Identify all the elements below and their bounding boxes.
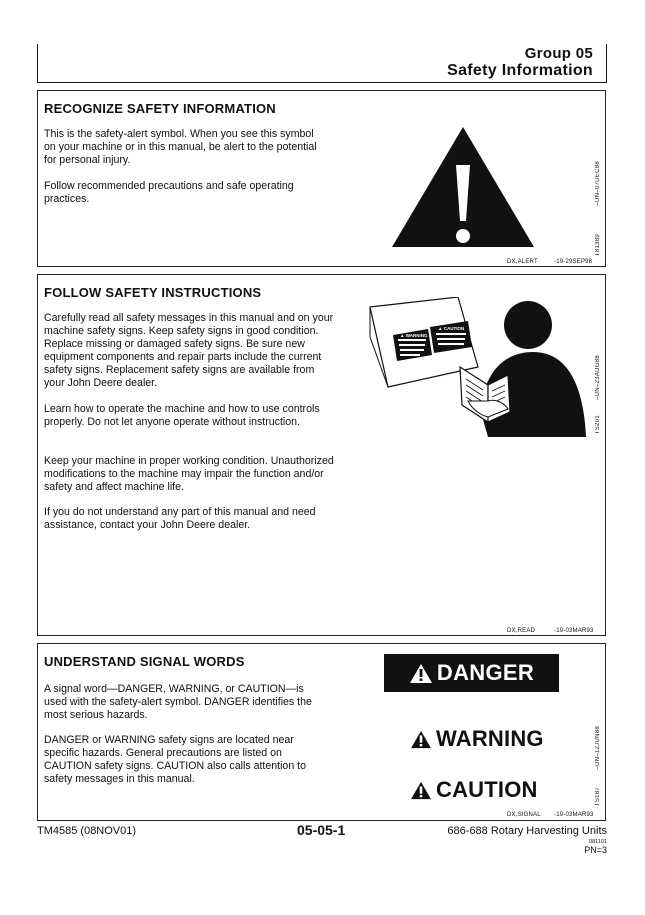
pn-label: PN=3 — [584, 845, 607, 855]
figure-date: -19-29SEP98 — [554, 259, 593, 265]
header-left-rule — [37, 44, 38, 82]
paragraph: DANGER or WARNING safety signs are located near specific hazards. General precautions are listed on CAUTION safety signs. CAUTION also calls attention to safety messages in this manual. — [44, 734, 306, 785]
sign-warning-label: ▲ WARNING — [400, 333, 428, 338]
figure-code: –UN–07DEC88 — [595, 161, 601, 206]
manual-title: 686-688 Rotary Harvesting Units — [447, 825, 607, 837]
paragraph: If you do not understand any part of this manual and need assistance, contact your John Deere dealer. — [44, 506, 316, 531]
figure-id: DX,SIGNAL — [507, 812, 541, 818]
figure-id: DX,ALERT — [507, 259, 538, 265]
paragraph: Follow recommended precautions and safe operating practices. — [44, 180, 294, 205]
header-bottom-rule — [37, 82, 607, 83]
page-number: 05-05-1 — [297, 822, 346, 838]
section-heading: UNDERSTAND SIGNAL WORDS — [44, 654, 245, 669]
figure-id: DX,READ — [507, 628, 536, 634]
paragraph: This is the safety-alert symbol. When you see this symbol on your machine or in this manual, be alert to the potential for personal injury. — [44, 128, 317, 166]
figure-code: TS201 — [595, 415, 601, 435]
safety-alert-icon — [410, 781, 432, 800]
section-heading: RECOGNIZE SAFETY INFORMATION — [44, 101, 276, 116]
figure-code: –UN–23AUG88 — [595, 355, 601, 400]
header-right-rule — [606, 44, 607, 82]
signal-word-danger: DANGER — [436, 660, 535, 685]
paragraph: Keep your machine in proper working condition. Unauthorized modifications to the machine may impair the function and/or safety and affect machine life. — [44, 455, 334, 493]
paragraph: Carefully read all safety messages in this manual and on your machine safety signs. Keep safety signs in good condition. Replace missing or damaged safety signs. Be sure new equipment components and repair parts include the current safety signs. Replacement safety signs are available from your John Deere dealer. — [44, 312, 334, 389]
figure-code: –UN–12JUN88 — [595, 726, 601, 770]
caution-signal-label — [410, 777, 538, 803]
safety-alert-icon — [409, 663, 433, 684]
section-signal-words — [37, 643, 606, 821]
danger-signal-label — [384, 654, 559, 692]
figure-code: T81389 — [595, 234, 601, 257]
sign-caution-label: ▲ CAUTION — [438, 326, 465, 331]
safety-alert-icon — [410, 730, 432, 749]
figure-date: -19-03MAR93 — [554, 628, 594, 634]
paragraph: A signal word—DANGER, WARNING, or CAUTION—is used with the safety-alert symbol. DANGER identifies the most serious hazards. — [44, 683, 312, 721]
section-heading: FOLLOW SAFETY INSTRUCTIONS — [44, 285, 262, 300]
section-follow-instructions — [37, 274, 606, 636]
group-number: Group 05 — [524, 45, 593, 62]
safety-alert-icon — [388, 123, 538, 251]
figure-date: -19-03MAR93 — [554, 812, 594, 818]
operator-reading-manual-illustration — [368, 297, 588, 437]
paragraph: Learn how to operate the machine and how to use controls properly. Do not let anyone operate without instruction. — [44, 403, 320, 428]
section-title: Safety Information — [447, 62, 593, 79]
section-recognize-safety — [37, 90, 606, 267]
warning-signal-label — [410, 726, 544, 752]
signal-word-warning: WARNING — [436, 726, 544, 751]
document-number: TM4585 (08NOV01) — [37, 825, 137, 837]
footer-code: 081101 — [589, 839, 607, 845]
signal-word-caution: CAUTION — [436, 777, 538, 802]
figure-code: TS187 — [595, 787, 601, 807]
